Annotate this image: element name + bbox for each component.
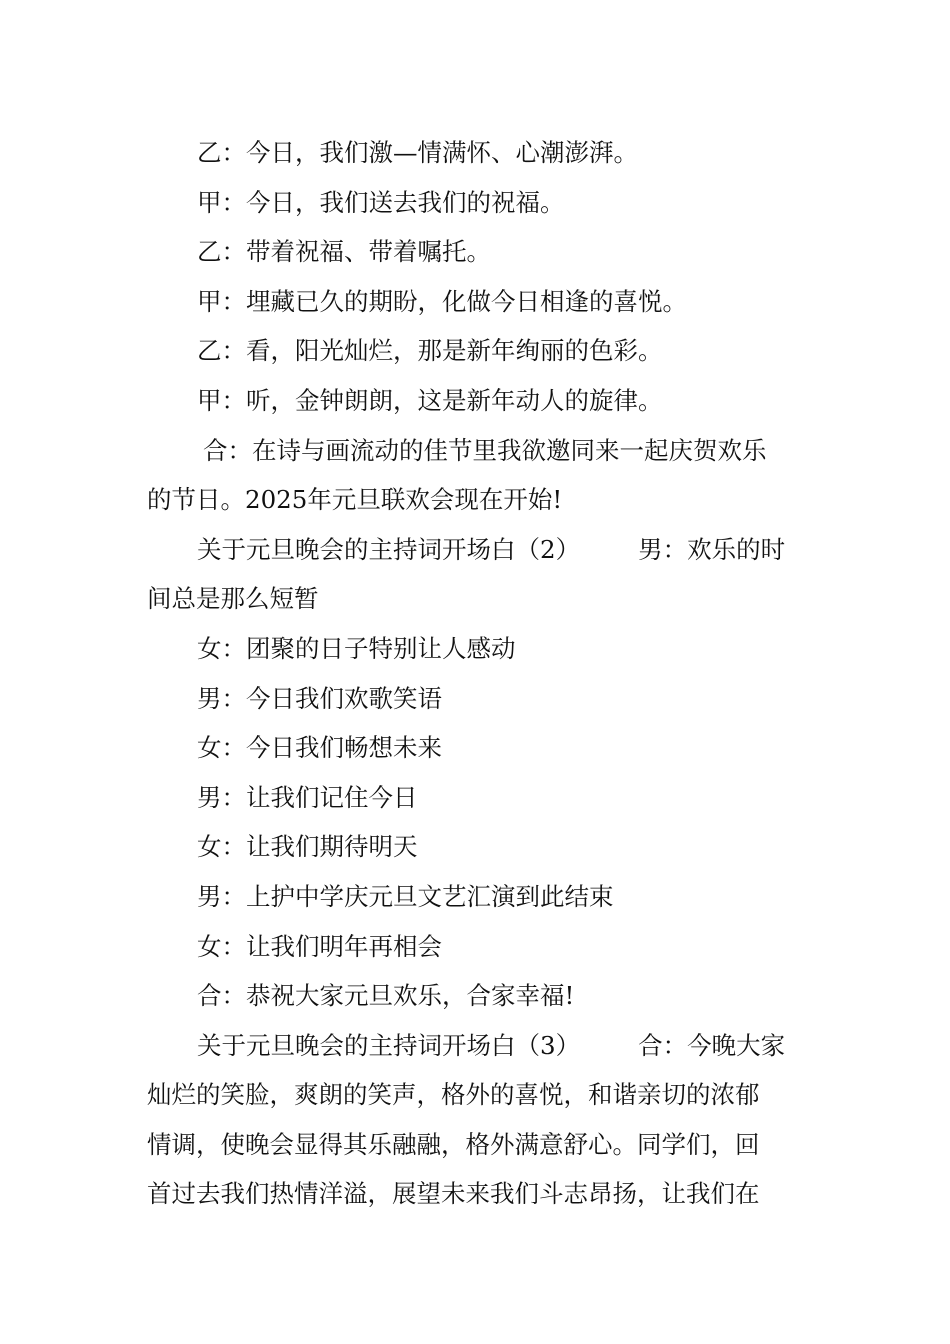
- text-line: 首过去我们热情洋溢，展望未来我们斗志昂扬，让我们在: [147, 1179, 760, 1209]
- text-line: 甲：埋藏已久的期盼，化做今日相逢的喜悦。: [197, 286, 687, 316]
- text-line: 灿烂的笑脸，爽朗的笑声，格外的喜悦，和谐亲切的浓郁: [147, 1080, 760, 1110]
- text-line: 乙：看，阳光灿烂，那是新年绚丽的色彩。: [197, 336, 663, 366]
- text-segment: 男：欢乐的时: [638, 534, 786, 564]
- text-line: 甲：听，金钟朗朗，这是新年动人的旋律。: [197, 385, 663, 415]
- text-line: 的节日。2025年元旦联欢会现在开始!: [147, 485, 563, 515]
- document-body: [147, 128, 807, 1219]
- section-heading-line: [147, 1021, 807, 1071]
- text-line: 合：在诗与画流动的佳节里我欲邀同来一起庆贺欢乐: [203, 435, 767, 465]
- text-line: 女：让我们期待明天: [197, 832, 418, 862]
- text-line: 间总是那么短暂: [147, 584, 319, 614]
- text-line: 女：团聚的日子特别让人感动: [197, 633, 516, 663]
- text-line: 女：让我们明年再相会: [197, 931, 442, 961]
- text-line: 甲：今日，我们送去我们的祝福。: [197, 187, 565, 217]
- section-heading: 关于元旦晚会的主持词开场白（2）: [197, 534, 581, 564]
- text-line: 男：让我们记住今日: [197, 782, 418, 812]
- text-line: 女：今日我们畅想未来: [197, 733, 442, 763]
- text-line: 男：今日我们欢歌笑语: [197, 683, 442, 713]
- text-line: 乙：带着祝福、带着嘱托。: [197, 237, 491, 267]
- section-heading: 关于元旦晚会的主持词开场白（3）: [197, 1030, 581, 1060]
- text-line: 合：恭祝大家元旦欢乐，合家幸福!: [197, 981, 575, 1011]
- text-line: 男：上护中学庆元旦文艺汇演到此结束: [197, 881, 614, 911]
- text-segment: 合：今晚大家: [638, 1030, 786, 1060]
- text-line: 乙：今日，我们激—情满怀、心潮澎湃。: [197, 138, 638, 167]
- section-heading-line: [147, 525, 807, 575]
- text-line: 情调，使晚会显得其乐融融，格外满意舒心。同学们，回: [147, 1129, 760, 1159]
